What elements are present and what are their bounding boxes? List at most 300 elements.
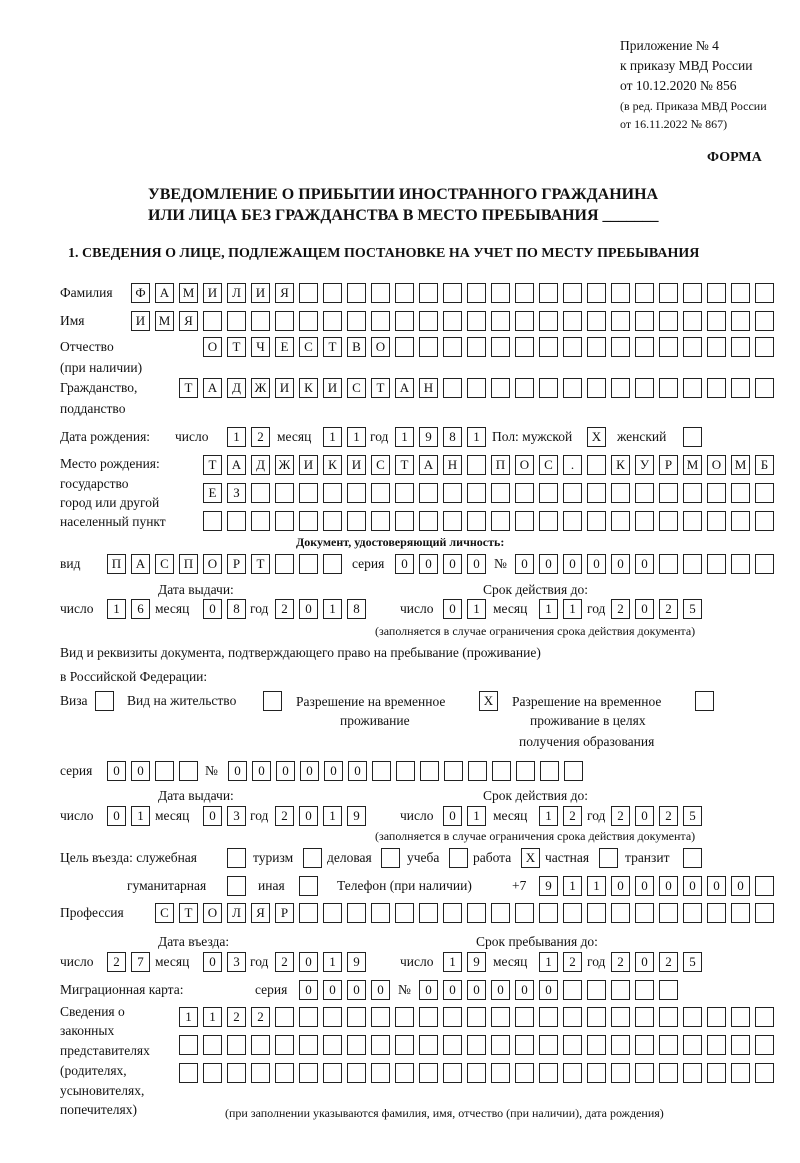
char-cell[interactable] [227,311,246,331]
char-cell[interactable] [707,1007,726,1027]
char-cell[interactable] [491,283,510,303]
char-cell[interactable] [275,511,294,531]
char-cell[interactable] [395,337,414,357]
char-cell[interactable] [443,311,462,331]
char-cell[interactable] [659,311,678,331]
char-cell[interactable] [539,1035,558,1055]
char-cell[interactable] [683,903,702,923]
char-cell[interactable]: 0 [539,554,558,574]
char-cell[interactable]: 0 [107,761,126,781]
char-cell[interactable] [587,1007,606,1027]
char-cell[interactable] [419,337,438,357]
char-cell[interactable]: 1 [539,599,558,619]
char-cell[interactable] [491,1063,510,1083]
char-cell[interactable] [683,1007,702,1027]
char-cell[interactable] [203,1035,222,1055]
char-cell[interactable]: 2 [563,806,582,826]
char-cell[interactable]: К [611,455,630,475]
char-cell[interactable]: 9 [419,427,438,447]
char-cell[interactable]: Л [227,903,246,923]
char-cell[interactable] [707,283,726,303]
char-cell[interactable]: И [299,455,318,475]
char-cell[interactable]: 0 [491,980,510,1000]
char-cell[interactable] [683,378,702,398]
char-cell[interactable] [611,511,630,531]
char-cell[interactable] [563,1007,582,1027]
char-cell[interactable]: И [131,311,150,331]
char-cell[interactable] [371,1007,390,1027]
char-cell[interactable] [611,1007,630,1027]
char-cell[interactable]: 0 [731,876,750,896]
char-cell[interactable] [635,511,654,531]
char-cell[interactable] [515,283,534,303]
char-cell[interactable]: Я [179,311,198,331]
char-cell[interactable] [563,1063,582,1083]
char-cell[interactable] [587,1035,606,1055]
char-cell[interactable]: 2 [611,806,630,826]
char-cell[interactable] [371,483,390,503]
checkbox[interactable] [381,848,400,868]
char-cell[interactable]: 2 [563,952,582,972]
char-cell[interactable] [659,378,678,398]
char-cell[interactable]: 8 [443,427,462,447]
char-cell[interactable]: 0 [419,554,438,574]
char-cell[interactable]: У [635,455,654,475]
char-cell[interactable] [299,283,318,303]
char-cell[interactable] [443,903,462,923]
char-cell[interactable] [275,1035,294,1055]
char-cell[interactable]: П [491,455,510,475]
char-cell[interactable] [347,1007,366,1027]
char-cell[interactable] [467,1035,486,1055]
char-cell[interactable]: П [179,554,198,574]
char-cell[interactable] [731,311,750,331]
char-cell[interactable] [323,311,342,331]
char-cell[interactable] [395,903,414,923]
char-cell[interactable]: 2 [251,427,270,447]
char-cell[interactable] [371,311,390,331]
char-cell[interactable]: О [707,455,726,475]
char-cell[interactable] [395,1035,414,1055]
char-cell[interactable] [587,283,606,303]
char-cell[interactable] [395,283,414,303]
char-cell[interactable] [515,337,534,357]
char-cell[interactable]: 9 [539,876,558,896]
char-cell[interactable]: 1 [563,599,582,619]
char-cell[interactable] [395,483,414,503]
char-cell[interactable] [323,283,342,303]
char-cell[interactable]: К [299,378,318,398]
char-cell[interactable]: О [371,337,390,357]
char-cell[interactable]: Н [443,455,462,475]
char-cell[interactable] [707,378,726,398]
char-cell[interactable]: 0 [587,554,606,574]
char-cell[interactable]: Ж [251,378,270,398]
checkbox[interactable] [227,848,246,868]
char-cell[interactable] [563,1035,582,1055]
char-cell[interactable]: М [731,455,750,475]
char-cell[interactable] [539,311,558,331]
checkbox[interactable] [683,848,702,868]
checkbox[interactable] [683,427,702,447]
char-cell[interactable]: Р [275,903,294,923]
char-cell[interactable]: 1 [563,876,582,896]
char-cell[interactable] [659,1063,678,1083]
char-cell[interactable] [371,511,390,531]
char-cell[interactable] [347,483,366,503]
checkbox[interactable]: X [521,848,540,868]
char-cell[interactable] [467,483,486,503]
char-cell[interactable]: И [323,378,342,398]
char-cell[interactable] [299,1007,318,1027]
char-cell[interactable] [563,903,582,923]
char-cell[interactable]: Ф [131,283,150,303]
char-cell[interactable]: И [251,283,270,303]
char-cell[interactable] [299,1063,318,1083]
char-cell[interactable]: 1 [395,427,414,447]
checkbox[interactable] [299,876,318,896]
char-cell[interactable] [563,283,582,303]
char-cell[interactable]: 2 [275,952,294,972]
char-cell[interactable]: 0 [299,599,318,619]
char-cell[interactable]: С [347,378,366,398]
char-cell[interactable]: 0 [299,980,318,1000]
char-cell[interactable] [516,761,535,781]
char-cell[interactable]: 1 [227,427,246,447]
char-cell[interactable] [443,378,462,398]
char-cell[interactable] [396,761,415,781]
char-cell[interactable]: 0 [635,599,654,619]
char-cell[interactable] [587,483,606,503]
char-cell[interactable] [659,554,678,574]
char-cell[interactable] [323,511,342,531]
char-cell[interactable]: А [395,378,414,398]
char-cell[interactable] [395,1063,414,1083]
char-cell[interactable] [611,378,630,398]
char-cell[interactable]: Ч [251,337,270,357]
char-cell[interactable] [563,311,582,331]
char-cell[interactable]: 0 [635,554,654,574]
char-cell[interactable] [659,337,678,357]
char-cell[interactable] [635,1007,654,1027]
char-cell[interactable] [515,483,534,503]
char-cell[interactable] [299,1035,318,1055]
char-cell[interactable] [683,337,702,357]
char-cell[interactable]: А [155,283,174,303]
char-cell[interactable]: 0 [299,806,318,826]
char-cell[interactable] [635,483,654,503]
char-cell[interactable]: 0 [635,952,654,972]
char-cell[interactable] [491,1035,510,1055]
char-cell[interactable]: 5 [683,806,702,826]
char-cell[interactable]: 0 [467,980,486,1000]
char-cell[interactable]: 0 [347,980,366,1000]
char-cell[interactable]: И [275,378,294,398]
char-cell[interactable]: 0 [252,761,271,781]
char-cell[interactable]: 0 [467,554,486,574]
char-cell[interactable] [491,378,510,398]
char-cell[interactable] [227,1035,246,1055]
char-cell[interactable] [659,903,678,923]
char-cell[interactable]: 0 [228,761,247,781]
char-cell[interactable]: Т [395,455,414,475]
char-cell[interactable] [755,378,774,398]
char-cell[interactable] [491,483,510,503]
char-cell[interactable]: 1 [323,952,342,972]
char-cell[interactable] [467,311,486,331]
char-cell[interactable]: Р [659,455,678,475]
char-cell[interactable] [611,1063,630,1083]
char-cell[interactable] [347,1035,366,1055]
char-cell[interactable] [347,283,366,303]
char-cell[interactable] [515,311,534,331]
char-cell[interactable] [755,483,774,503]
char-cell[interactable]: 0 [419,980,438,1000]
char-cell[interactable] [179,761,198,781]
char-cell[interactable]: Т [179,378,198,398]
char-cell[interactable]: 8 [227,599,246,619]
char-cell[interactable]: 1 [131,806,150,826]
char-cell[interactable] [323,554,342,574]
char-cell[interactable] [731,511,750,531]
char-cell[interactable]: 1 [467,806,486,826]
char-cell[interactable] [443,1063,462,1083]
char-cell[interactable] [611,903,630,923]
char-cell[interactable] [491,337,510,357]
char-cell[interactable] [755,554,774,574]
char-cell[interactable] [635,337,654,357]
char-cell[interactable] [299,903,318,923]
char-cell[interactable]: 0 [539,980,558,1000]
char-cell[interactable]: 0 [635,806,654,826]
char-cell[interactable] [467,283,486,303]
char-cell[interactable] [587,378,606,398]
char-cell[interactable] [659,1035,678,1055]
char-cell[interactable]: О [203,903,222,923]
char-cell[interactable] [755,283,774,303]
char-cell[interactable]: М [683,455,702,475]
char-cell[interactable]: Д [227,378,246,398]
char-cell[interactable]: М [155,311,174,331]
char-cell[interactable] [299,483,318,503]
char-cell[interactable] [372,761,391,781]
char-cell[interactable] [419,1063,438,1083]
char-cell[interactable] [539,483,558,503]
char-cell[interactable]: 2 [227,1007,246,1027]
char-cell[interactable] [323,903,342,923]
char-cell[interactable]: 1 [539,952,558,972]
char-cell[interactable] [155,761,174,781]
char-cell[interactable] [683,311,702,331]
char-cell[interactable] [707,483,726,503]
char-cell[interactable] [587,980,606,1000]
char-cell[interactable] [515,1007,534,1027]
char-cell[interactable]: И [203,283,222,303]
char-cell[interactable]: 0 [276,761,295,781]
char-cell[interactable]: 8 [347,599,366,619]
char-cell[interactable] [491,311,510,331]
char-cell[interactable] [467,511,486,531]
char-cell[interactable] [540,761,559,781]
char-cell[interactable] [587,1063,606,1083]
char-cell[interactable] [203,311,222,331]
char-cell[interactable] [611,1035,630,1055]
char-cell[interactable]: 2 [275,599,294,619]
char-cell[interactable] [275,311,294,331]
char-cell[interactable] [755,903,774,923]
char-cell[interactable]: 1 [179,1007,198,1027]
char-cell[interactable] [275,554,294,574]
char-cell[interactable] [635,1063,654,1083]
char-cell[interactable]: 0 [707,876,726,896]
char-cell[interactable]: М [179,283,198,303]
char-cell[interactable]: 2 [611,599,630,619]
char-cell[interactable] [731,1007,750,1027]
char-cell[interactable] [635,980,654,1000]
char-cell[interactable] [251,1035,270,1055]
char-cell[interactable] [227,1063,246,1083]
char-cell[interactable] [371,283,390,303]
checkbox[interactable]: X [479,691,498,711]
char-cell[interactable] [539,903,558,923]
char-cell[interactable] [564,761,583,781]
char-cell[interactable] [371,1035,390,1055]
char-cell[interactable] [707,511,726,531]
checkbox[interactable] [303,848,322,868]
char-cell[interactable] [563,483,582,503]
char-cell[interactable] [539,283,558,303]
char-cell[interactable]: 0 [348,761,367,781]
char-cell[interactable]: 0 [395,554,414,574]
char-cell[interactable]: 2 [659,599,678,619]
char-cell[interactable]: Л [227,283,246,303]
char-cell[interactable] [731,378,750,398]
char-cell[interactable] [491,1007,510,1027]
char-cell[interactable]: 2 [659,952,678,972]
char-cell[interactable] [635,1035,654,1055]
char-cell[interactable] [659,283,678,303]
char-cell[interactable] [179,1063,198,1083]
char-cell[interactable]: 0 [515,554,534,574]
char-cell[interactable] [755,1007,774,1027]
char-cell[interactable]: 0 [107,806,126,826]
char-cell[interactable] [371,1063,390,1083]
char-cell[interactable] [515,1063,534,1083]
char-cell[interactable]: О [203,337,222,357]
char-cell[interactable]: Т [251,554,270,574]
char-cell[interactable] [707,311,726,331]
char-cell[interactable] [611,980,630,1000]
char-cell[interactable] [587,455,606,475]
char-cell[interactable]: Т [179,903,198,923]
char-cell[interactable]: 6 [131,599,150,619]
checkbox[interactable] [263,691,282,711]
char-cell[interactable] [491,511,510,531]
char-cell[interactable]: 9 [347,952,366,972]
char-cell[interactable] [467,455,486,475]
char-cell[interactable] [419,1007,438,1027]
char-cell[interactable] [539,1007,558,1027]
char-cell[interactable] [419,283,438,303]
char-cell[interactable] [611,483,630,503]
char-cell[interactable]: 0 [323,980,342,1000]
char-cell[interactable]: Т [371,378,390,398]
char-cell[interactable] [347,511,366,531]
char-cell[interactable] [347,903,366,923]
char-cell[interactable] [491,903,510,923]
char-cell[interactable] [395,311,414,331]
char-cell[interactable]: А [419,455,438,475]
char-cell[interactable]: Р [227,554,246,574]
char-cell[interactable] [683,283,702,303]
char-cell[interactable] [635,283,654,303]
char-cell[interactable] [731,554,750,574]
char-cell[interactable]: 1 [347,427,366,447]
char-cell[interactable] [467,1007,486,1027]
char-cell[interactable]: К [323,455,342,475]
char-cell[interactable]: С [539,455,558,475]
char-cell[interactable]: В [347,337,366,357]
char-cell[interactable] [731,903,750,923]
char-cell[interactable] [563,511,582,531]
char-cell[interactable]: 0 [563,554,582,574]
char-cell[interactable] [755,511,774,531]
char-cell[interactable] [563,337,582,357]
char-cell[interactable]: 0 [203,599,222,619]
char-cell[interactable] [587,511,606,531]
char-cell[interactable]: 1 [587,876,606,896]
char-cell[interactable] [683,554,702,574]
char-cell[interactable] [203,511,222,531]
char-cell[interactable] [683,511,702,531]
char-cell[interactable] [611,283,630,303]
char-cell[interactable] [492,761,511,781]
char-cell[interactable]: 0 [300,761,319,781]
char-cell[interactable] [731,1063,750,1083]
char-cell[interactable] [299,554,318,574]
char-cell[interactable] [635,903,654,923]
char-cell[interactable] [323,1035,342,1055]
char-cell[interactable]: 0 [635,876,654,896]
char-cell[interactable] [683,1063,702,1083]
char-cell[interactable]: 2 [251,1007,270,1027]
char-cell[interactable]: С [299,337,318,357]
char-cell[interactable]: 3 [227,952,246,972]
char-cell[interactable] [731,283,750,303]
char-cell[interactable]: Ж [275,455,294,475]
char-cell[interactable]: 0 [203,806,222,826]
char-cell[interactable] [659,483,678,503]
char-cell[interactable] [443,483,462,503]
char-cell[interactable] [275,1007,294,1027]
char-cell[interactable] [443,337,462,357]
char-cell[interactable]: 0 [203,952,222,972]
char-cell[interactable] [443,283,462,303]
char-cell[interactable]: С [155,554,174,574]
checkbox[interactable] [599,848,618,868]
char-cell[interactable]: 3 [227,806,246,826]
char-cell[interactable] [683,1035,702,1055]
checkbox[interactable] [695,691,714,711]
char-cell[interactable] [707,1035,726,1055]
char-cell[interactable]: 1 [443,952,462,972]
char-cell[interactable] [731,483,750,503]
char-cell[interactable] [755,876,774,896]
char-cell[interactable]: 1 [323,806,342,826]
char-cell[interactable] [323,483,342,503]
char-cell[interactable]: 2 [107,952,126,972]
char-cell[interactable]: 9 [347,806,366,826]
